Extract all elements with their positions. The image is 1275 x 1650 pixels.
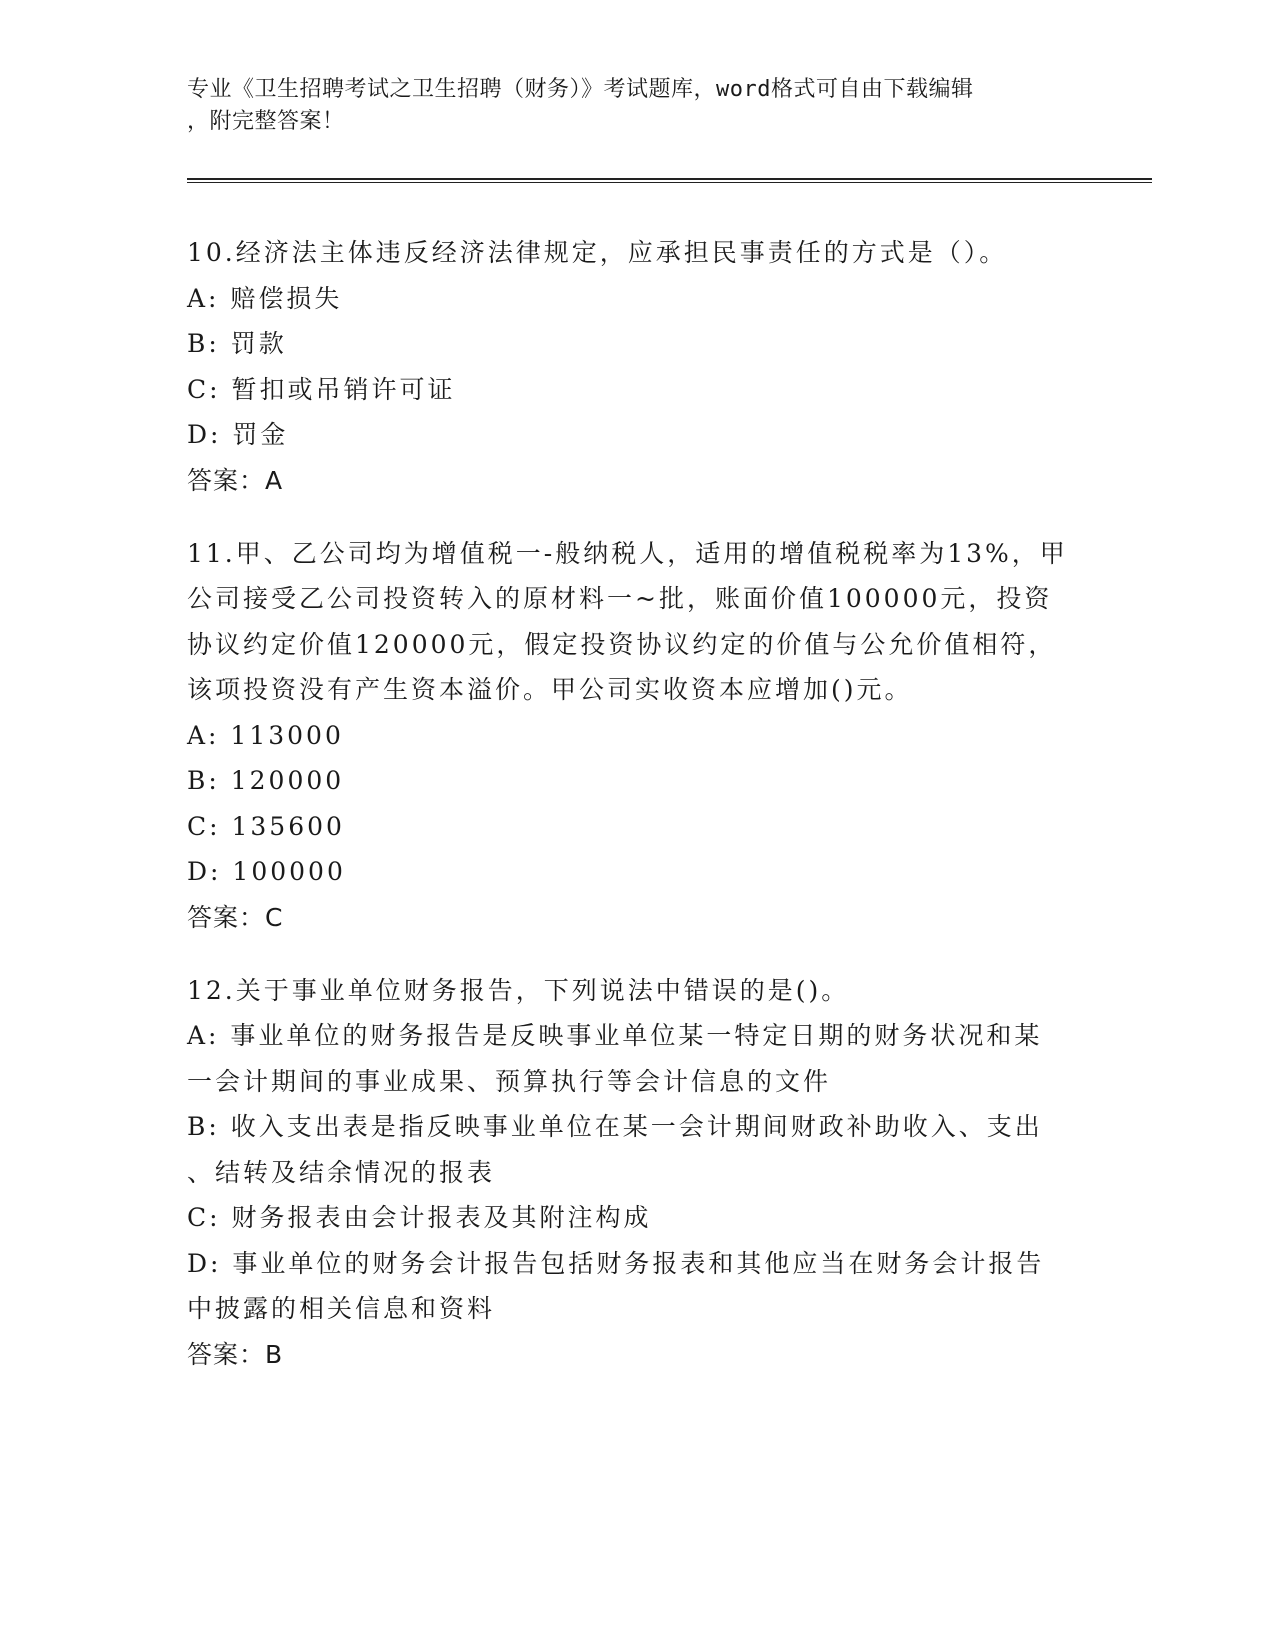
option-c: C: 暂扣或吊销许可证: [187, 374, 456, 404]
question-10: [187, 230, 1097, 503]
option-a-continued: 一会计期间的事业成果、预算执行等会计信息的文件: [187, 1066, 832, 1096]
answer: 答案：A: [187, 465, 284, 495]
option-d-continued: 中披露的相关信息和资料: [187, 1294, 496, 1323]
question-11: [187, 531, 1097, 940]
document-header: [187, 74, 1067, 138]
question-stem: 11.甲、乙公司均为增值税一-般纳税人，适用的增值税税率为13%，甲: [187, 538, 1068, 568]
option-b: B: 120000: [187, 766, 345, 795]
option-b-continued: 、结转及结余情况的报表: [187, 1157, 496, 1187]
answer: 答案：C: [187, 902, 284, 932]
question-list: [187, 230, 1097, 1405]
question-stem: 公司接受乙公司投资转入的原材料一~批，账面价值100000元，投资: [187, 584, 1053, 613]
option-b: B: 罚款: [187, 329, 287, 358]
option-c: C: 135600: [187, 811, 345, 841]
option-a: A: 113000: [187, 720, 344, 750]
option-a: A: 赔偿损失: [187, 283, 343, 313]
header-line: ，附完整答案！: [187, 109, 345, 134]
answer: 答案：B: [187, 1339, 284, 1369]
question-12: [187, 968, 1097, 1377]
option-d: D: 事业单位的财务会计报告包括财务报表和其他应当在财务会计报告: [187, 1248, 1045, 1278]
option-b: B: 收入支出表是指反映事业单位在某一会计期间财政补助收入、支出: [187, 1112, 1043, 1141]
option-d: D: 罚金: [187, 420, 289, 449]
option-c: C: 财务报表由会计报表及其附注构成: [187, 1203, 652, 1232]
question-stem: 12.关于事业单位财务报告，下列说法中错误的是()。: [187, 975, 850, 1005]
question-stem: 协议约定价值120000元，假定投资协议约定的价值与公允价值相符，: [187, 629, 1057, 659]
question-stem: 该项投资没有产生资本溢价。甲公司实收资本应增加()元。: [187, 675, 913, 704]
question-stem: 10.经济法主体违反经济法律规定，应承担民事责任的方式是（）。: [187, 238, 1008, 267]
option-d: D: 100000: [187, 857, 346, 886]
header-line: 专业《卫生招聘考试之卫生招聘（财务）》考试题库，word格式可自由下载编辑: [187, 77, 974, 102]
option-a: A: 事业单位的财务报告是反映事业单位某一特定日期的财务状况和某: [187, 1021, 1043, 1050]
header-divider: [187, 178, 1152, 183]
